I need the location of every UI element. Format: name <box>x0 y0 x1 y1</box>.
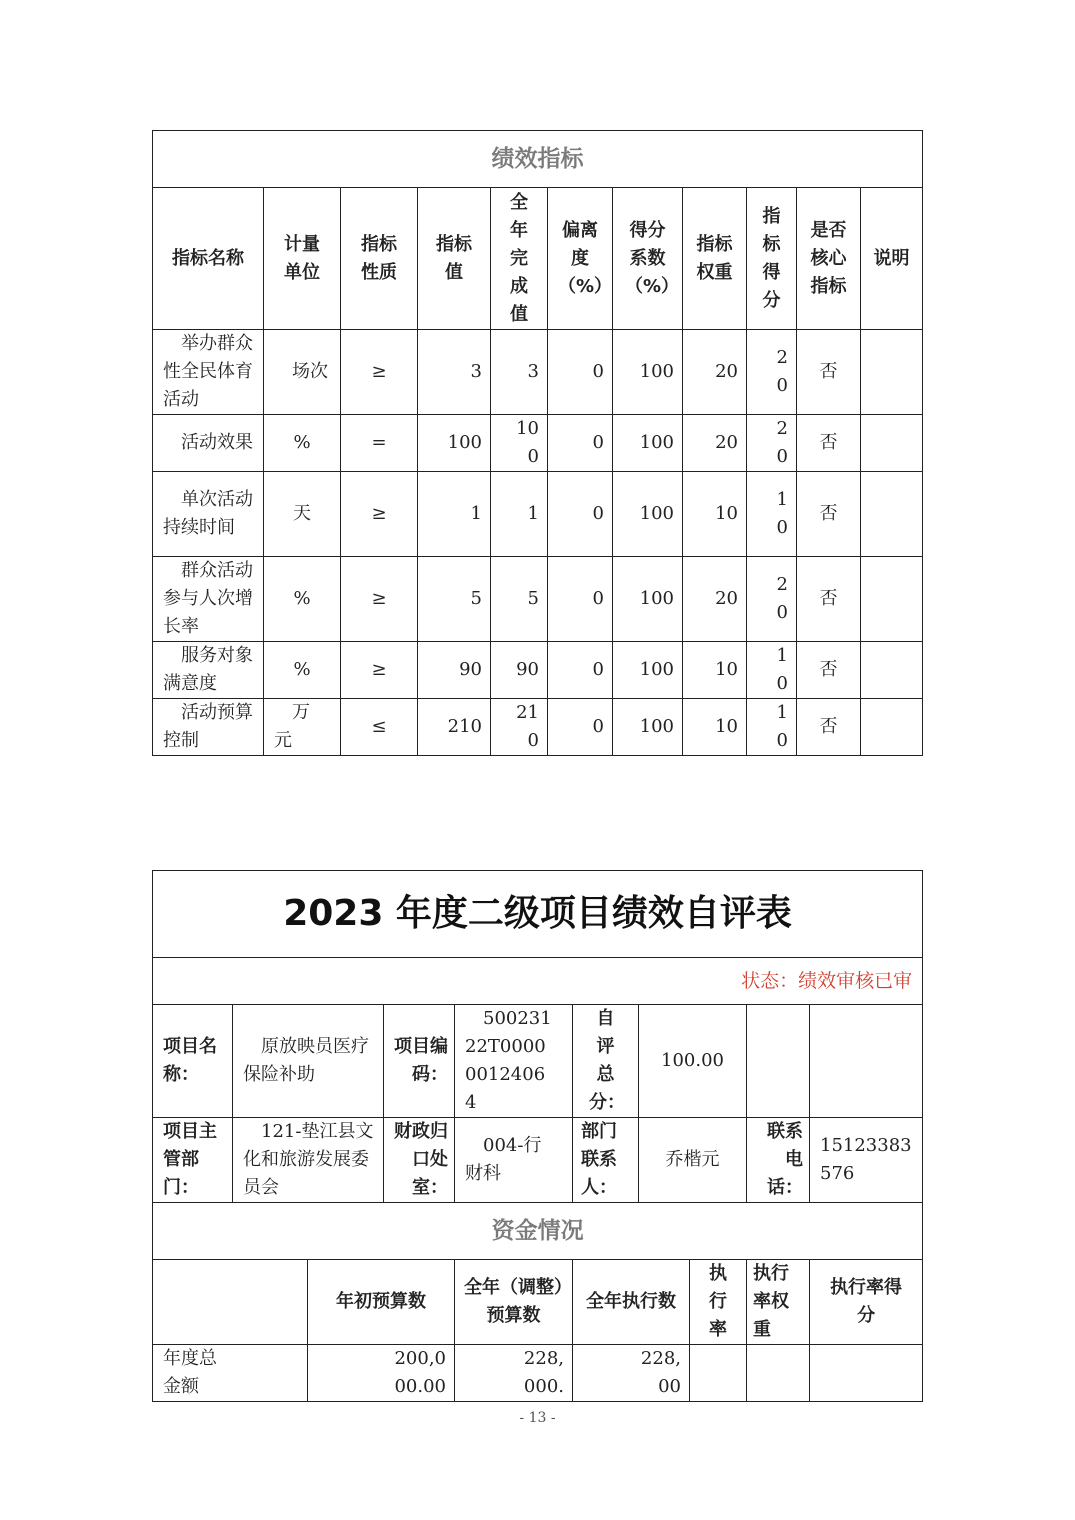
project-code-label: 项目编码： <box>384 1005 455 1118</box>
department-value: 121-垫江县文化和旅游发展委员会 <box>233 1118 384 1203</box>
indicator-coef: 100 <box>613 642 683 699</box>
funds-adjusted-value: 228,000. <box>455 1345 573 1402</box>
indicator-core: 否 <box>797 557 861 642</box>
table-row <box>153 1345 923 1402</box>
status-badge: 状态：绩效审核已审 <box>153 958 923 1005</box>
page-number: - 13 - <box>519 1410 556 1426</box>
indicator-weight: 10 <box>683 472 747 557</box>
self-score-value: 100.00 <box>639 1005 747 1118</box>
indicator-note <box>861 415 923 472</box>
performance-header-row <box>153 188 923 330</box>
department-info-row <box>153 1118 923 1203</box>
col-header-deviation: 偏离度（%） <box>548 188 613 330</box>
indicator-nature: ≥ <box>341 330 418 415</box>
indicator-actual: 1 <box>491 472 548 557</box>
funds-score-value <box>810 1345 923 1402</box>
funds-col-header-initial: 年初预算数 <box>308 1260 455 1345</box>
col-header-score: 指标得分 <box>747 188 797 330</box>
indicator-actual: 5 <box>491 557 548 642</box>
indicator-name: 活动效果 <box>153 415 264 472</box>
indicator-unit: 天 <box>264 472 341 557</box>
indicator-unit: % <box>264 642 341 699</box>
indicator-note <box>861 330 923 415</box>
indicator-core: 否 <box>797 472 861 557</box>
indicator-unit: 场次 <box>264 330 341 415</box>
indicator-coef: 100 <box>613 415 683 472</box>
indicator-deviation: 0 <box>548 699 613 756</box>
indicator-core: 否 <box>797 415 861 472</box>
col-header-nature: 指标性质 <box>341 188 418 330</box>
indicator-score: 20 <box>747 330 797 415</box>
indicator-core: 否 <box>797 699 861 756</box>
indicator-weight: 20 <box>683 415 747 472</box>
funds-col-header-adjusted: 全年（调整）预算数 <box>455 1260 573 1345</box>
indicator-weight: 10 <box>683 642 747 699</box>
table-row <box>153 472 923 557</box>
indicator-actual: 100 <box>491 415 548 472</box>
indicator-unit: 万元 <box>264 699 341 756</box>
funds-col-header-score: 执行率得分 <box>810 1260 923 1345</box>
indicator-deviation: 0 <box>548 330 613 415</box>
phone-value: 15123383576 <box>810 1118 923 1203</box>
table-row <box>153 699 923 756</box>
finance-office-label: 财政归口处室： <box>384 1118 455 1203</box>
funds-col-header-blank <box>153 1260 308 1345</box>
table-row <box>153 557 923 642</box>
table-row <box>153 642 923 699</box>
self-score-label: 自评总分： <box>573 1005 639 1118</box>
indicator-score: 10 <box>747 472 797 557</box>
indicator-deviation: 0 <box>548 642 613 699</box>
col-header-name: 指标名称 <box>153 188 264 330</box>
indicator-value: 3 <box>418 330 491 415</box>
funds-section-title: 资金情况 <box>153 1203 923 1260</box>
phone-label: 联系电话： <box>747 1118 810 1203</box>
funds-initial-value: 200,000.00 <box>308 1345 455 1402</box>
indicator-deviation: 0 <box>548 415 613 472</box>
project-name-value: 原放映员医疗保险补助 <box>233 1005 384 1118</box>
indicator-score: 20 <box>747 557 797 642</box>
funds-weight-value <box>747 1345 810 1402</box>
indicator-deviation: 0 <box>548 557 613 642</box>
indicator-coef: 100 <box>613 699 683 756</box>
indicator-coef: 100 <box>613 330 683 415</box>
indicator-nature: ≥ <box>341 642 418 699</box>
indicator-value: 210 <box>418 699 491 756</box>
indicator-value: 90 <box>418 642 491 699</box>
indicator-name: 举办群众性全民体育活动 <box>153 330 264 415</box>
indicator-core: 否 <box>797 330 861 415</box>
indicator-score: 20 <box>747 415 797 472</box>
indicator-deviation: 0 <box>548 472 613 557</box>
indicator-weight: 20 <box>683 557 747 642</box>
indicator-weight: 20 <box>683 330 747 415</box>
funds-rate-value <box>690 1345 747 1402</box>
indicator-value: 100 <box>418 415 491 472</box>
indicator-nature: ≤ <box>341 699 418 756</box>
col-header-value: 指标值 <box>418 188 491 330</box>
indicator-name: 服务对象满意度 <box>153 642 264 699</box>
col-header-coef: 得分系数（%） <box>613 188 683 330</box>
indicator-coef: 100 <box>613 472 683 557</box>
indicator-name: 活动预算控制 <box>153 699 264 756</box>
indicator-actual: 3 <box>491 330 548 415</box>
indicator-actual: 210 <box>491 699 548 756</box>
contact-label: 部门联系人： <box>573 1118 639 1203</box>
table-row <box>153 415 923 472</box>
indicator-score: 10 <box>747 642 797 699</box>
contact-value: 乔楷元 <box>639 1118 747 1203</box>
indicator-note <box>861 699 923 756</box>
funds-executed-value: 228,00 <box>573 1345 690 1402</box>
indicator-note <box>861 557 923 642</box>
col-header-weight: 指标权重 <box>683 188 747 330</box>
performance-indicator-table <box>152 130 923 756</box>
project-name-label: 项目名称： <box>153 1005 233 1118</box>
performance-section-title: 绩效指标 <box>153 131 923 188</box>
funds-col-header-rate: 执行率 <box>690 1260 747 1345</box>
indicator-nature: = <box>341 415 418 472</box>
funds-col-header-weight: 执行率权重 <box>747 1260 810 1345</box>
indicator-unit: % <box>264 415 341 472</box>
funds-col-header-executed: 全年执行数 <box>573 1260 690 1345</box>
indicator-value: 1 <box>418 472 491 557</box>
col-header-note: 说明 <box>861 188 923 330</box>
self-evaluation-form <box>152 870 923 1402</box>
project-info-row <box>153 1005 923 1118</box>
indicator-actual: 90 <box>491 642 548 699</box>
indicator-name: 单次活动持续时间 <box>153 472 264 557</box>
indicator-value: 5 <box>418 557 491 642</box>
indicator-score: 10 <box>747 699 797 756</box>
indicator-nature: ≥ <box>341 557 418 642</box>
table-row <box>153 330 923 415</box>
indicator-note <box>861 642 923 699</box>
finance-office-value: 004-行财科 <box>455 1118 573 1203</box>
department-label: 项目主管部门： <box>153 1118 233 1203</box>
project-code-value: 50023122T000000124064 <box>455 1005 573 1118</box>
indicator-nature: ≥ <box>341 472 418 557</box>
indicator-name: 群众活动参与人次增长率 <box>153 557 264 642</box>
indicator-note <box>861 472 923 557</box>
indicator-core: 否 <box>797 642 861 699</box>
indicator-weight: 10 <box>683 699 747 756</box>
indicator-coef: 100 <box>613 557 683 642</box>
col-header-actual: 全年完成值 <box>491 188 548 330</box>
funds-header-row <box>153 1260 923 1345</box>
funds-row-label: 年度总金额 <box>153 1345 308 1402</box>
col-header-unit: 计量单位 <box>264 188 341 330</box>
col-header-core: 是否核心指标 <box>797 188 861 330</box>
indicator-unit: % <box>264 557 341 642</box>
form-title: 2023 年度二级项目绩效自评表 <box>153 871 923 958</box>
